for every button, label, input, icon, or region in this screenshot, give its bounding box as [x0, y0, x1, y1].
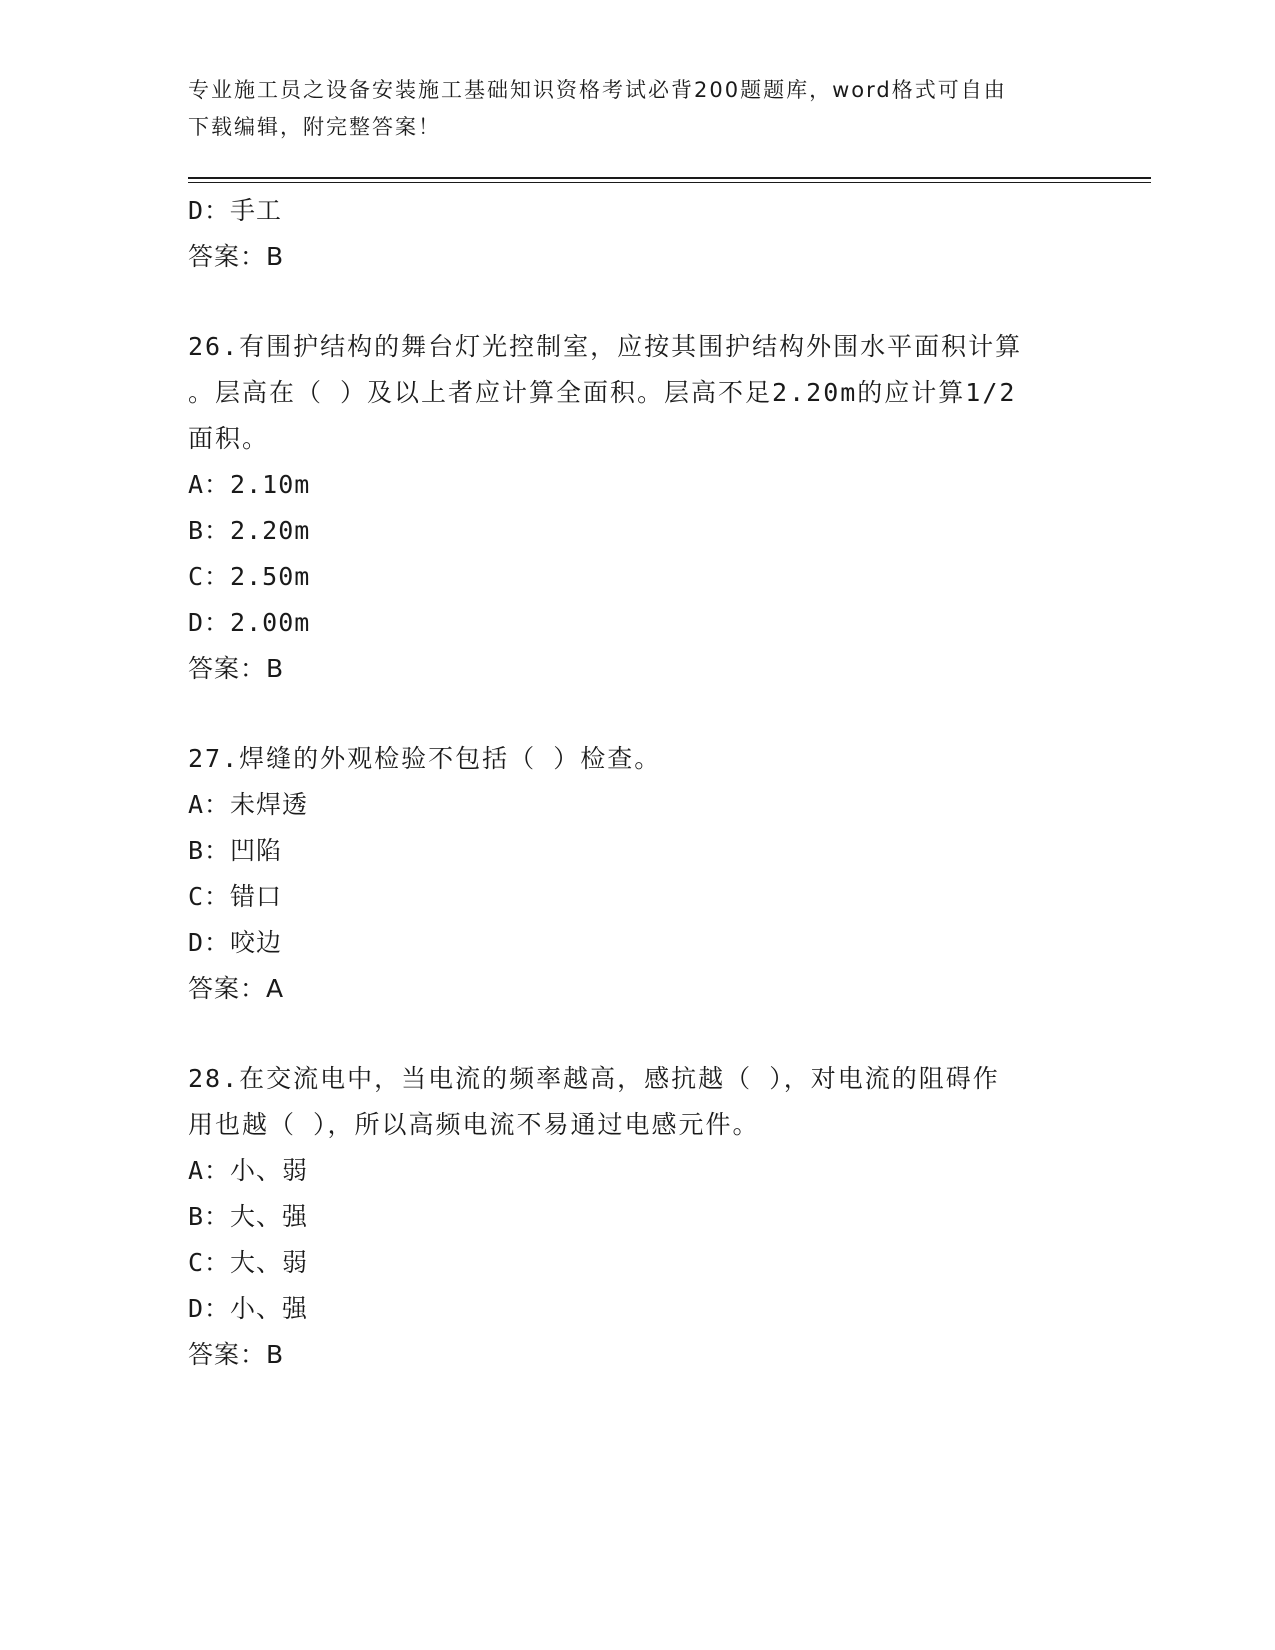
option-d: D：小、强 — [188, 1294, 309, 1323]
document-header — [188, 72, 1088, 146]
option-a: A：未焊透 — [188, 790, 309, 819]
question-text-line: 27.焊缝的外观检验不包括（ ）检查。 — [188, 744, 662, 773]
option-b: B：2.20m — [188, 516, 311, 545]
header-title-line-1: 专业施工员之设备安装施工基础知识资格考试必背200题题库，word格式可自由 — [188, 78, 1007, 102]
answer-label: 答案：B — [188, 654, 285, 683]
question-26 — [188, 324, 1078, 692]
question-27 — [188, 736, 1078, 1012]
option-d: D：手工 — [188, 196, 283, 225]
header-divider-thick — [188, 177, 1151, 179]
question-text-line: 28.在交流电中，当电流的频率越高，感抗越（ ），对电流的阻碍作 — [188, 1064, 1000, 1093]
answer-label: 答案：B — [188, 242, 285, 271]
header-title-line-2: 下载编辑，附完整答案！ — [188, 115, 441, 139]
option-d: D：咬边 — [188, 928, 283, 957]
header-divider-thin — [188, 182, 1151, 183]
answer-label: 答案：A — [188, 974, 285, 1003]
question-text-line: 。层高在（ ）及以上者应计算全面积。层高不足2.20m的应计算1/2 — [188, 378, 1017, 407]
option-c: C：2.50m — [188, 562, 311, 591]
option-d: D：2.00m — [188, 608, 311, 637]
option-a: A：小、弱 — [188, 1156, 309, 1185]
question-text-line: 面积。 — [188, 424, 270, 453]
question-text-line: 用也越（ ），所以高频电流不易通过电感元件。 — [188, 1110, 760, 1139]
question-text-line: 26.有围护结构的舞台灯光控制室，应按其围护结构外围水平面积计算 — [188, 332, 1023, 361]
question-28 — [188, 1056, 1078, 1378]
option-c: C：错口 — [188, 882, 283, 911]
answer-label: 答案：B — [188, 1340, 285, 1369]
option-c: C：大、弱 — [188, 1248, 309, 1277]
question-list — [188, 188, 1078, 1378]
option-a: A：2.10m — [188, 470, 311, 499]
previous-question-tail — [188, 188, 1078, 280]
option-b: B：凹陷 — [188, 836, 283, 865]
option-b: B：大、强 — [188, 1202, 309, 1231]
